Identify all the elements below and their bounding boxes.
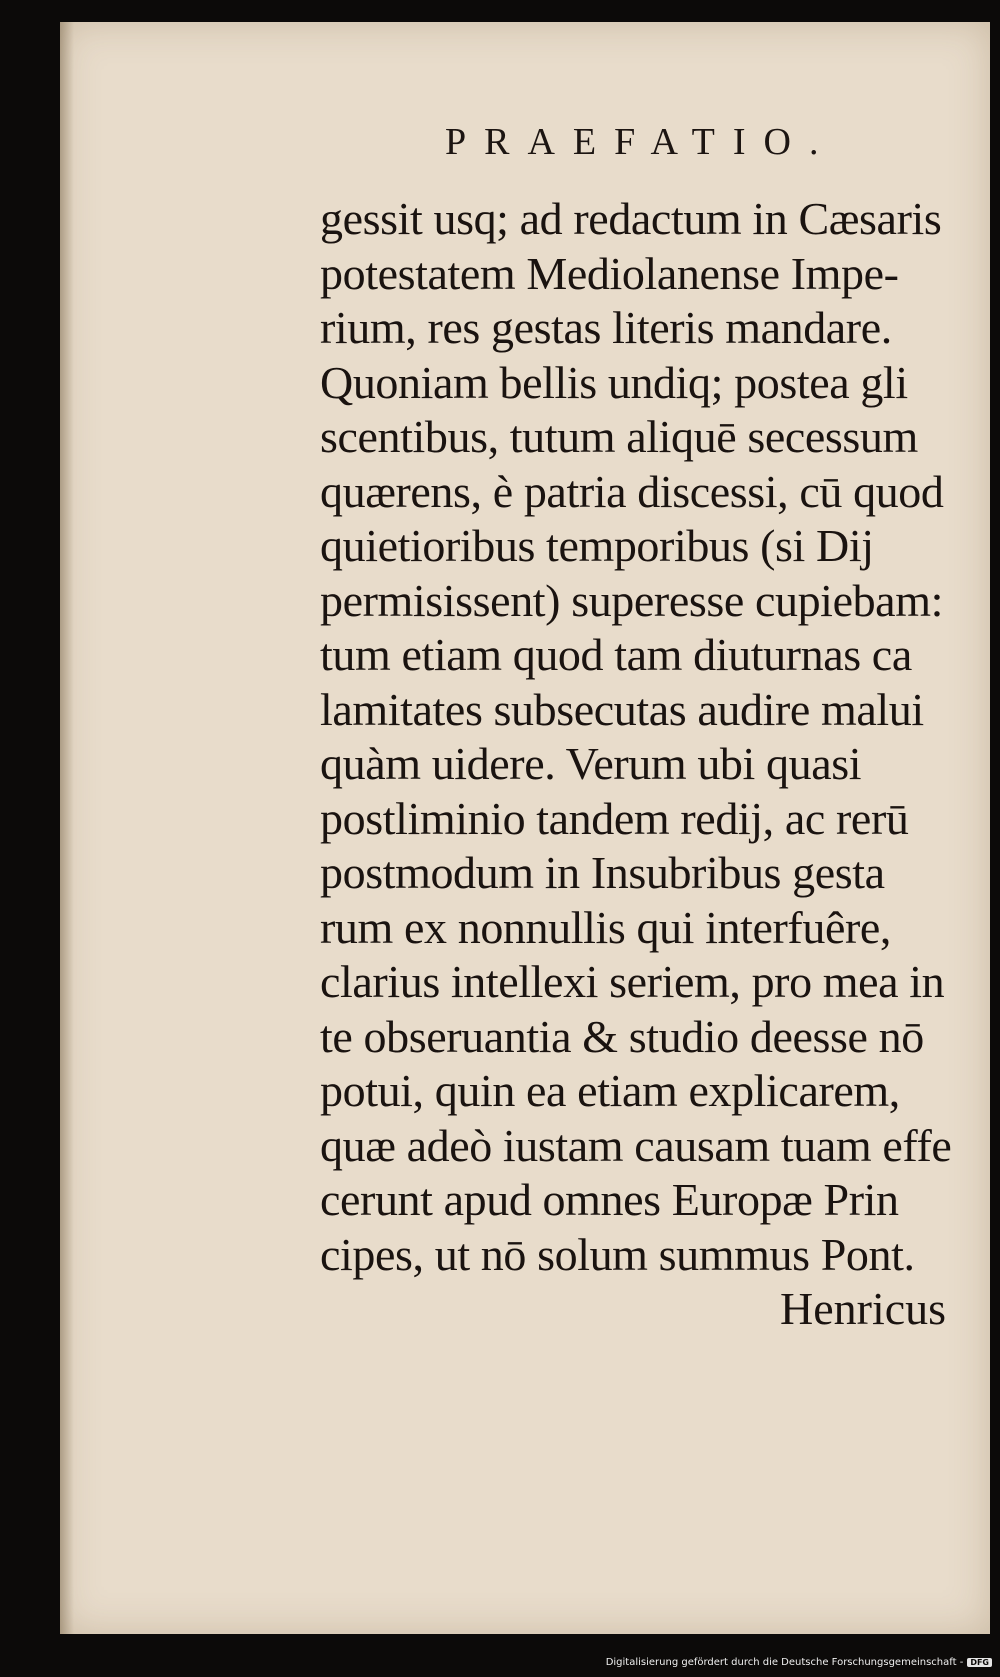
text-line: postmodum in Insubribus gesta (320, 847, 885, 898)
text-line: cipes, ut nō solum summus Pont. (320, 1228, 915, 1280)
text-line: potui, quin ea etiam explicarem, (320, 1065, 900, 1116)
text-line: quæ adeò iustam causam tuam effe (320, 1119, 952, 1171)
text-line: clarius intellexi seriem, pro mea in (320, 956, 945, 1007)
text-line: quietioribus temporibus (si Dij (320, 520, 874, 571)
text-line: quàm uidere. Verum ubi quasi (320, 738, 862, 789)
text-line: postliminio tandem redij, ac rerū (320, 792, 909, 844)
text-line: rum ex nonnullis qui interfuêre, (320, 901, 892, 953)
text-line: potestatem Mediolanense Impe- (320, 247, 899, 299)
text-line: permisissent) superesse cupiebam: (320, 574, 943, 626)
dfg-logo-icon: DFG (967, 1658, 992, 1667)
book-page (60, 22, 990, 1634)
catchword: Henricus (780, 1283, 947, 1334)
text-line: lamitates subsecutas audire malui (320, 683, 924, 735)
text-line: rium, res gestas literis mandare. (320, 302, 892, 353)
text-block (320, 192, 980, 1282)
digitization-credit (606, 1657, 992, 1668)
text-line: cerunt apud omnes Europæ Prin (320, 1174, 899, 1225)
credit-text: Digitalisierung gefördert durch die Deutsche Forschungsgemeinschaft - (605, 1657, 964, 1668)
text-line: gessit usq; ad redactum in Cæsaris (320, 193, 942, 244)
text-line: te obseruantia & studio deesse nō (320, 1010, 924, 1062)
text-line: Quoniam bellis undiq; postea gli (320, 356, 908, 408)
text-line: scentibus, tutum aliquē secessum (320, 411, 918, 462)
text-line: quærens, è patria discessi, cū quod (320, 465, 944, 517)
running-header: PRAEFATIO. (445, 121, 837, 163)
text-line: tum etiam quod tam diuturnas ca (320, 629, 912, 680)
